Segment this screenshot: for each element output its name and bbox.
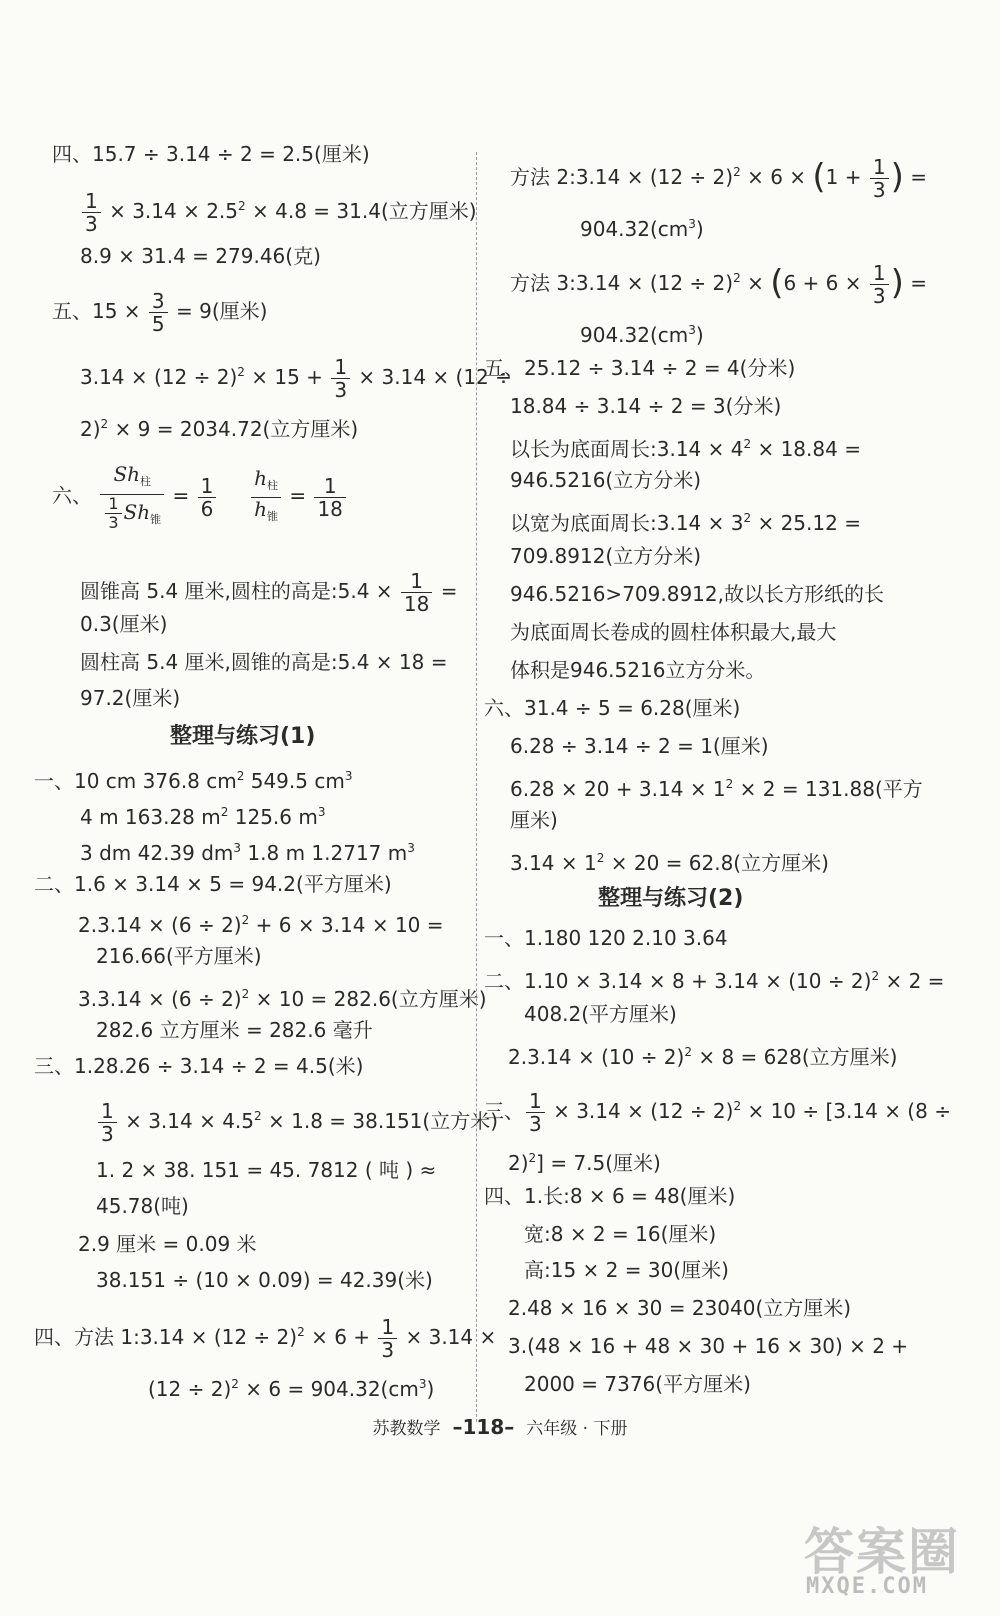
fraction-one-third: $\frac{1}{3}$: [870, 156, 889, 201]
left-p1-line3: 3 dm 42.39 $dm^3$ 1.8 m 1.2717 $m^3$: [80, 841, 415, 865]
left-s6-line3: 圆柱高 5.4 厘米,圆锥的高是:5.4 × 18 =: [80, 650, 448, 674]
right-q4-line5: 3.(48 × 16 + 48 × 30 + 16 × 30) × 2 +: [508, 1334, 909, 1358]
right-s5-line2: 18.84 ÷ 3.14 ÷ 2 = 3(分米): [510, 394, 782, 418]
right-s5-line5: 以宽为底面周长:3.14 × $3^2 \times 25.12$ =: [510, 511, 861, 535]
section-heading-practice-1: 整理与练习(1): [170, 724, 316, 749]
left-s5-line2: $3.14 \times (12 \div 2)^2 \times 15$ + $\frac{1}{3}$ × 3.14 × (12 ÷: [80, 355, 512, 402]
left-p3-line4: 45.78(吨): [96, 1194, 189, 1218]
left-s6-line4: 97.2(厘米): [80, 686, 181, 710]
right-s6-line3: $6.28 \times 20 + 3.14 \times 1^2 \times 2 = 131.88$(平方: [510, 777, 923, 801]
right-s5-line6: 709.8912(立方分米): [510, 544, 702, 568]
right-q3-line1: 三、 $\frac{1}{3}$ × $3.14 \times (12 \div 2)^2 \times 10 \div [3.14 \times (8$ ÷: [484, 1089, 951, 1136]
footer-grade: 六年级 · 下册: [526, 1419, 628, 1439]
right-m3-line2: $904.32(cm^3)$: [580, 323, 704, 347]
right-q2-line2: 408.2(平方厘米): [524, 1002, 677, 1026]
right-q1-line: 一、1.180 120 2.10 3.64: [484, 926, 728, 950]
right-m2-line2: $904.32(cm^3)$: [580, 217, 704, 241]
fraction-h-ratio: $\frac{h_柱}{h_锥}$: [251, 467, 281, 528]
right-q4-line1: 四、1.长:8 × 6 = 48(厘米): [484, 1184, 736, 1208]
right-s5-line7: 946.5216>709.8912,故以长方形纸的长: [510, 582, 884, 606]
left-p4-line2: $(12 \div 2)^2 \times 6 = 904.32(cm^3)$: [148, 1377, 435, 1401]
fraction-one-third: $\frac{1}{3}$: [82, 190, 101, 235]
left-s4-line3: 8.9 × 31.4 = 279.46(克): [80, 244, 321, 268]
left-p2-line5: 282.6 立方厘米 = 282.6 毫升: [96, 1018, 373, 1042]
right-q2-line3: $2.3.14 \times (10 \div 2)^2 \times 8 = 628$(立方厘米): [508, 1045, 898, 1069]
footer-subject: 苏教数学: [372, 1419, 441, 1439]
right-s6-line5: $3.14 \times 1^2 \times 20 = 62.8$(立方厘米): [510, 851, 829, 875]
left-s4-line1: 四、15.7 ÷ 3.14 ÷ 2 = 2.5(厘米): [52, 142, 370, 166]
left-s6-ratio: 六、 $Sh_柱$ $\frac{1}{3}$ $Sh_锥$ = $\frac{1}{6}$ $\frac{h_柱}{h_锥}$ = $\frac{1}{18}$: [52, 462, 348, 532]
left-p1-line1: 一、10 cm 376.8 $cm^2$ 549.5 $cm^3$: [34, 769, 353, 793]
left-p3-line1: 三、1.28.26 ÷ 3.14 ÷ 2 = 4.5(米): [34, 1054, 364, 1078]
fraction-one-third: $\frac{1}{3}$: [378, 1316, 397, 1361]
left-s4-line2: $\frac{1}{3}$ × $3.14 \times 2.5^2 \times 4.8 = 31.4$(立方厘米): [80, 190, 477, 235]
left-s6-line2: 0.3(厘米): [80, 612, 168, 636]
right-q4-line3: 高:15 × 2 = 30(厘米): [524, 1258, 729, 1282]
right-s6-line1: 六、31.4 ÷ 5 = 6.28(厘米): [484, 696, 741, 720]
left-p3-line5: 2.9 厘米 = 0.09 米: [78, 1232, 257, 1256]
right-s6-line4: 厘米): [510, 808, 558, 832]
right-s5-line8: 为底面周长卷成的圆柱体积最大,最大: [510, 620, 837, 644]
right-m3-line1: 方法 3:3.14 × $(12 \div 2)^2 \times (6 + 6$ × $\frac{1}{3}$ ) =: [510, 261, 927, 308]
right-q2-line1: 二、$1.10 \times 3.14 \times 8 + 3.14 \times (10 \div 2)^2 \times 2$ =: [484, 969, 945, 993]
left-p2-line4: $3.3.14 \times (6 \div 2)^2 \times 10 = 282.6$(立方厘米): [78, 987, 487, 1011]
left-s5-line3: 2)$^2$ × 9 = 2034.72(立方厘米): [80, 417, 359, 441]
watermark-logo: [798, 1512, 994, 1610]
left-p2-line1: 二、1.6 × 3.14 × 5 = 94.2(平方厘米): [34, 872, 392, 896]
left-p3-line2: $\frac{1}{3}$ × $3.14 \times 4.5^2 \times 1.8 = 38.151$(立方米): [96, 1100, 498, 1145]
fraction-one-sixth: $\frac{1}{6}$: [198, 475, 217, 520]
watermark-url: MXQE.COM: [806, 1574, 928, 1599]
right-q4-line6: 2000 = 7376(平方厘米): [524, 1372, 751, 1396]
right-m2-line1: 方法 2:3.14 × $(12 \div 2)^2 \times 6 \times (1$ + $\frac{1}{3}$ ) =: [510, 155, 927, 202]
fraction-one-third: $\frac{1}{3}$: [870, 262, 889, 307]
right-s5-line3: 以长为底面周长:3.14 × $4^2 \times 18.84$ =: [510, 437, 861, 461]
left-p1-line2: 4 m 163.28 $m^2$ 125.6 $m^3$: [80, 805, 326, 829]
fraction-one-third: $\frac{1}{3}$: [98, 1100, 117, 1145]
right-s5-line4: 946.5216(立方分米): [510, 468, 702, 492]
left-p3-line3: 1. 2 × 38. 151 = 45. 7812 ( 吨 ) ≈: [96, 1158, 437, 1182]
left-p2-line3: 216.66(平方厘米): [96, 944, 262, 968]
left-s5-line1: 五、15 × $\frac{3}{5}$ = 9(厘米): [52, 289, 268, 336]
right-s6-line2: 6.28 ÷ 3.14 ÷ 2 = 1(厘米): [510, 734, 769, 758]
right-q3-line2: 2)$^2$] = 7.5(厘米): [508, 1151, 661, 1175]
fraction-sh-ratio: $Sh_柱$ $\frac{1}{3}$ $Sh_锥$: [100, 462, 164, 532]
right-s5-line9: 体积是946.5216立方分米。: [510, 658, 766, 682]
fraction-one-eighteenth: $\frac{1}{18}$: [314, 475, 345, 520]
column-divider: [476, 152, 477, 1422]
fraction-three-fifths: $\frac{3}{5}$: [149, 290, 168, 335]
page-number: –118–: [452, 1415, 515, 1439]
page-footer: [0, 1414, 1000, 1439]
right-q4-line2: 宽:8 × 2 = 16(厘米): [524, 1222, 717, 1246]
fraction-one-eighteenth: $\frac{1}{18}$: [401, 570, 432, 615]
left-s6-line1: 圆锥高 5.4 厘米,圆柱的高是:5.4 × $\frac{1}{18}$ =: [80, 569, 458, 616]
watermark-text: 答案圈: [804, 1522, 960, 1581]
left-p4-line1: 四、方法 1:3.14 × $(12 \div 2)^2 \times 6$ + $\frac{1}{3}$ × 3.14 ×: [34, 1315, 497, 1362]
left-p3-line6: 38.151 ÷ (10 × 0.09) = 42.39(米): [96, 1268, 433, 1292]
left-p2-line2: $2.3.14 \times (6 \div 2)^2 + 6 \times 3.14 \times 10$ =: [78, 913, 444, 937]
right-q4-line4: 2.48 × 16 × 30 = 23040(立方厘米): [508, 1296, 852, 1320]
right-s5-line1: 五、25.12 ÷ 3.14 ÷ 2 = 4(分米): [484, 356, 796, 380]
fraction-one-third: $\frac{1}{3}$: [331, 356, 350, 401]
fraction-one-third: $\frac{1}{3}$: [526, 1090, 545, 1135]
section-heading-practice-2: 整理与练习(2): [598, 886, 744, 911]
